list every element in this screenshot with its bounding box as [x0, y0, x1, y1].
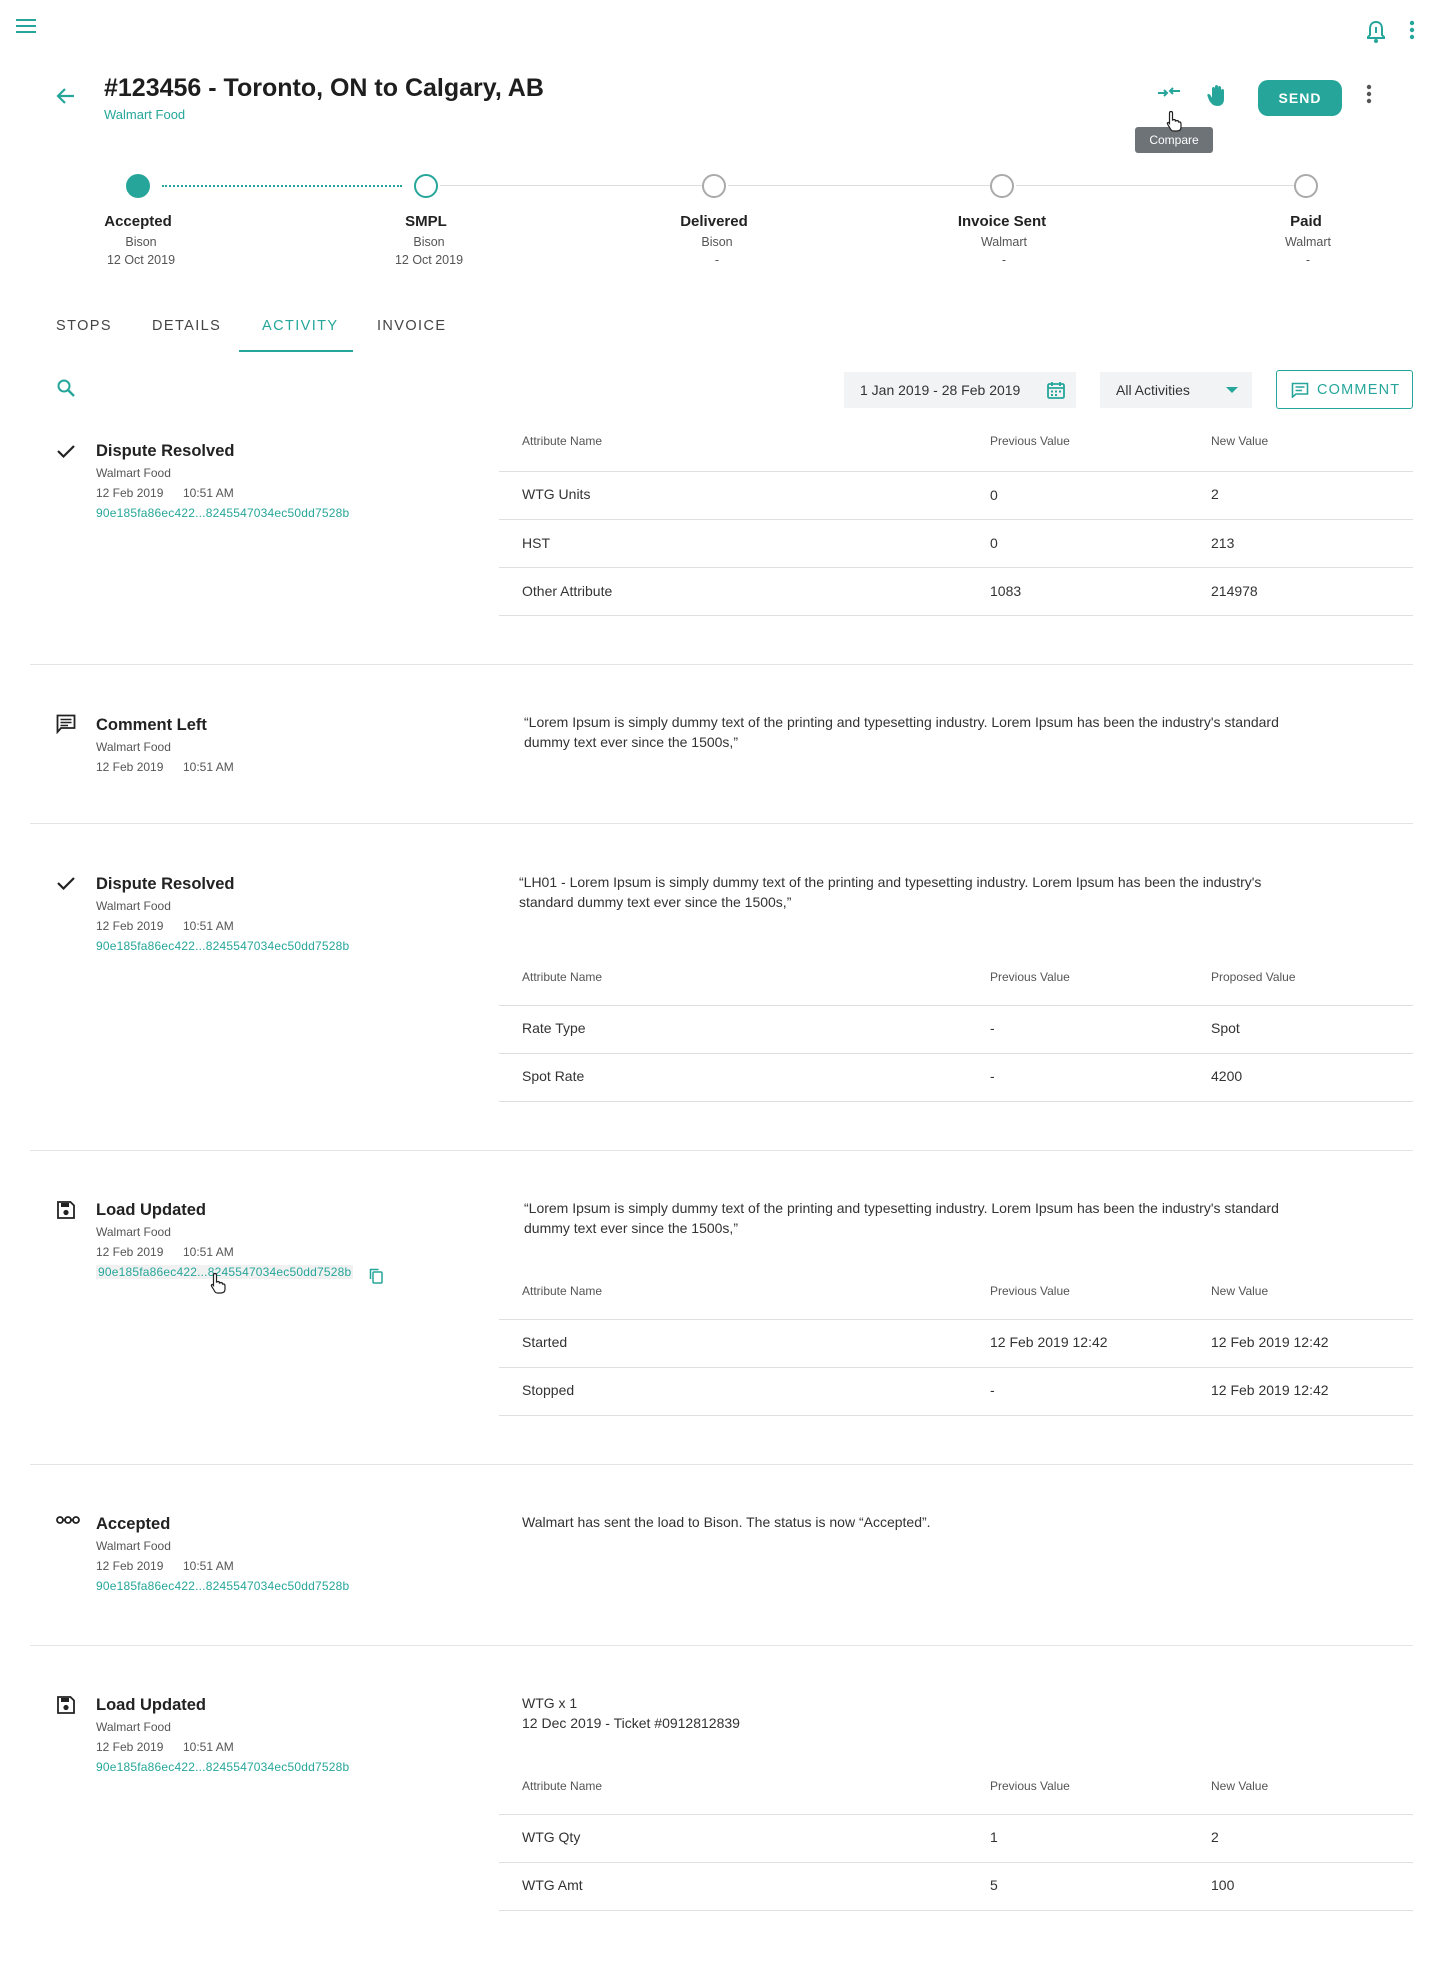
activity-date: 12 Feb 2019 [96, 1740, 164, 1754]
activity-time: 10:51 AM [183, 1740, 234, 1754]
step-label: Accepted [104, 213, 172, 230]
comment-button-label: COMMENT [1317, 382, 1401, 398]
compare-tooltip: Compare [1135, 127, 1213, 153]
table-cell: 12 Feb 2019 12:42 [990, 1334, 1108, 1350]
comment-button[interactable] [1276, 370, 1413, 409]
tab-stops[interactable]: STOPS [56, 318, 112, 334]
step-dot-completed [126, 174, 150, 198]
check-icon [56, 873, 80, 897]
table-divider [499, 615, 1413, 616]
active-tab-indicator [239, 350, 353, 352]
send-button[interactable]: SEND [1258, 80, 1342, 116]
bell-icon[interactable] [1366, 20, 1390, 46]
pointer-cursor-icon [210, 1272, 226, 1294]
table-divider [499, 1005, 1413, 1006]
table-cell: Rate Type [522, 1020, 586, 1036]
table-cell: Stopped [522, 1382, 575, 1398]
activity-filter-value: All Activities [1116, 382, 1190, 398]
activity-title: Comment Left [96, 716, 207, 734]
activity-time: 10:51 AM [183, 919, 234, 933]
table-cell: 12 Feb 2019 12:42 [1211, 1382, 1329, 1398]
activity-org: Walmart Food [96, 466, 171, 480]
table-cell: Spot Rate [522, 1068, 585, 1084]
step-party: Walmart [980, 235, 1028, 249]
table-cell: Started [522, 1334, 568, 1350]
table-cell: Spot [1211, 1020, 1240, 1036]
table-cell: 5 [990, 1877, 998, 1893]
step-label: SMPL [405, 213, 447, 230]
activity-org: Walmart Food [96, 899, 171, 913]
activity-divider [30, 1645, 1413, 1646]
column-header: Previous Value [990, 1284, 1070, 1298]
activity-hash-link[interactable]: 90e185fa86ec422...8245547034ec50dd7528b [96, 506, 350, 520]
page-title: #123456 - Toronto, ON to Calgary, AB [104, 74, 544, 102]
activity-time: 10:51 AM [183, 760, 234, 774]
table-divider [499, 519, 1413, 520]
save-icon [56, 1695, 80, 1719]
table-cell: 0 [990, 535, 998, 551]
activity-title: Accepted [96, 1515, 171, 1533]
table-divider [499, 1862, 1413, 1863]
step-date: 12 Oct 2019 [106, 253, 176, 267]
table-cell: WTG Qty [522, 1829, 581, 1845]
update-note: 12 Dec 2019 - Ticket #0912812839 [522, 1715, 740, 1731]
activity-org: Walmart Food [96, 1225, 171, 1239]
calendar-icon [1046, 380, 1066, 400]
step-date: 12 Oct 2019 [394, 253, 464, 267]
activity-time: 10:51 AM [183, 1559, 234, 1573]
step-label: Paid [1290, 213, 1322, 230]
progress-line [728, 185, 994, 186]
step-dot [990, 174, 1014, 198]
activity-title: Dispute Resolved [96, 442, 235, 460]
step-dot [702, 174, 726, 198]
column-header: New Value [1211, 1779, 1269, 1793]
column-header: Previous Value [990, 434, 1070, 448]
column-header: Attribute Name [522, 1284, 603, 1298]
page-subtitle: Walmart Food [104, 107, 186, 122]
progress-line [440, 185, 706, 186]
hand-icon[interactable] [1206, 84, 1236, 114]
step-party: Bison [413, 235, 445, 249]
table-cell: 4200 [1211, 1068, 1243, 1084]
activity-date: 12 Feb 2019 [96, 760, 164, 774]
step-dot-current [414, 174, 438, 198]
dispute-text: standard dummy text ever since the 1500s,” [519, 894, 792, 910]
progress-line-completed [162, 185, 402, 187]
table-divider [499, 1910, 1413, 1911]
activity-org: Walmart Food [96, 1720, 171, 1734]
comment-icon [1291, 382, 1309, 398]
table-divider [499, 1319, 1413, 1320]
search-icon[interactable] [56, 378, 80, 402]
table-cell: Other Attribute [522, 583, 613, 599]
update-note: WTG x 1 [522, 1695, 578, 1711]
table-divider [499, 1367, 1413, 1368]
dispute-text: “LH01 - Lorem Ipsum is simply dummy text of the printing and typesetting industry. Lorem Ipsum has been the industry's [519, 874, 1262, 890]
commit-icon [56, 1514, 80, 1538]
table-cell: - [990, 1020, 995, 1036]
pointer-cursor-icon [1166, 110, 1182, 132]
table-divider [499, 471, 1413, 472]
table-divider [499, 1415, 1413, 1416]
activity-time: 10:51 AM [183, 1245, 234, 1259]
table-cell: 2 [1211, 1829, 1219, 1845]
table-cell: 1 [990, 1829, 998, 1845]
activity-date: 12 Feb 2019 [96, 1245, 164, 1259]
update-text: dummy text ever since the 1500s,” [524, 1220, 738, 1236]
menu-icon[interactable] [16, 18, 40, 40]
more-vert-icon[interactable] [1409, 20, 1429, 46]
column-header: Previous Value [990, 970, 1070, 984]
more-actions-icon[interactable] [1366, 84, 1386, 112]
table-cell: - [990, 1068, 995, 1084]
activity-divider [30, 664, 1413, 665]
back-arrow-icon[interactable] [56, 86, 76, 114]
table-divider [499, 567, 1413, 568]
activity-title: Dispute Resolved [96, 875, 235, 893]
step-dot [1294, 174, 1318, 198]
table-cell: 0 [990, 487, 998, 503]
column-header: Attribute Name [522, 1779, 603, 1793]
tab-details[interactable]: DETAILS [152, 318, 222, 334]
activity-title: Load Updated [96, 1201, 206, 1219]
comment-icon [56, 714, 80, 738]
date-range-picker[interactable] [844, 372, 1076, 408]
column-header: New Value [1211, 1284, 1269, 1298]
activity-hash-link[interactable]: 90e185fa86ec422...8245547034ec50dd7528b [96, 939, 350, 953]
step-label: Invoice Sent [957, 213, 1047, 230]
step-date: - [714, 253, 720, 267]
activity-divider [30, 1150, 1413, 1151]
column-header: Attribute Name [522, 434, 603, 448]
comment-text: “Lorem Ipsum is simply dummy text of the printing and typesetting industry. Lorem Ipsum has been the industry's standard [524, 714, 1279, 730]
dropdown-caret-icon [1226, 387, 1238, 393]
table-cell: 12 Feb 2019 12:42 [1211, 1334, 1329, 1350]
save-icon [56, 1200, 80, 1224]
activity-org: Walmart Food [96, 1539, 171, 1553]
table-divider [499, 1101, 1413, 1102]
check-icon [56, 441, 80, 465]
table-divider [499, 1053, 1413, 1054]
table-cell: WTG Amt [522, 1877, 583, 1893]
step-party: Bison [701, 235, 733, 249]
progress-line [1016, 185, 1300, 186]
column-header: New Value [1211, 434, 1269, 448]
activity-date: 12 Feb 2019 [96, 919, 164, 933]
update-text: “Lorem Ipsum is simply dummy text of the printing and typesetting industry. Lorem Ipsum has been the industry's standard [524, 1200, 1279, 1216]
table-divider [499, 1814, 1413, 1815]
status-message: Walmart has sent the load to Bison. The status is now “Accepted”. [522, 1514, 931, 1530]
activity-title: Load Updated [96, 1696, 206, 1714]
tab-invoice[interactable]: INVOICE [377, 318, 447, 334]
activity-date: 12 Feb 2019 [96, 486, 164, 500]
table-cell: 214978 [1211, 583, 1258, 599]
activity-hash-link[interactable]: 90e185fa86ec422...8245547034ec50dd7528b [98, 1265, 352, 1279]
table-cell: 1083 [990, 583, 1022, 599]
activity-time: 10:51 AM [183, 486, 234, 500]
copy-icon[interactable] [369, 1268, 383, 1284]
activity-divider [30, 1464, 1413, 1465]
tab-activity[interactable]: ACTIVITY [262, 318, 339, 334]
table-cell: - [990, 1382, 995, 1398]
activity-divider [30, 823, 1413, 824]
comment-text: dummy text ever since the 1500s,” [524, 734, 738, 750]
activity-hash-link[interactable]: 90e185fa86ec422...8245547034ec50dd7528b [96, 1579, 350, 1593]
step-date: - [1305, 253, 1311, 267]
activity-org: Walmart Food [96, 740, 171, 754]
table-cell: 100 [1211, 1877, 1235, 1893]
step-party: Bison [125, 235, 157, 249]
column-header: Previous Value [990, 1779, 1070, 1793]
date-range-value: 1 Jan 2019 - 28 Feb 2019 [860, 382, 1021, 398]
table-cell: HST [522, 535, 550, 551]
table-cell: WTG Units [522, 486, 591, 502]
activity-hash-link[interactable]: 90e185fa86ec422...8245547034ec50dd7528b [96, 1760, 350, 1774]
step-party: Walmart [1284, 235, 1332, 249]
table-cell: 2 [1211, 486, 1219, 502]
activity-date: 12 Feb 2019 [96, 1559, 164, 1573]
column-header: Proposed Value [1211, 970, 1296, 984]
activity-filter-select[interactable] [1100, 372, 1252, 408]
column-header: Attribute Name [522, 970, 603, 984]
step-label: Delivered [680, 213, 748, 230]
step-date: - [1001, 253, 1007, 267]
table-cell: 213 [1211, 535, 1235, 551]
